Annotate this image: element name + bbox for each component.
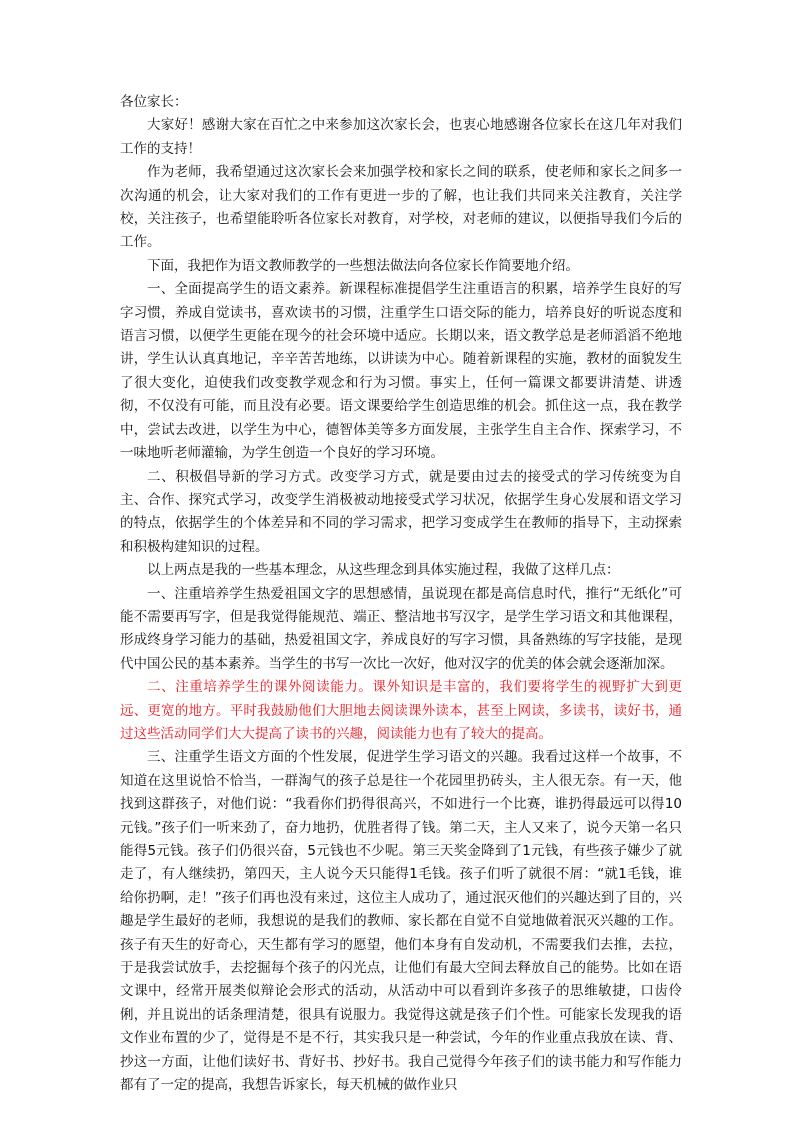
paragraph: 一、全面提高学生的语文素养。新课程标准提倡学生注重语言的积累，培养学生良好的写字习惯，养成自觉读书，喜欢读书的习惯，注重学生口语交际的能力，培养良好的听说态度和语言习惯，以便学生更能在现今的社会环境中适应。长期以来，语文教学总是老师滔滔不绝地讲，学生认认真真地记，辛辛苦苦地练，以讲读为中心。随着新课程的实施，教材的面貌发生了很大变化，迫使我们改变教学观念和行为习惯。事实上，任何一篇课文都要讲清楚、讲透彻，不仅没有可能，而且没有必要。语文课要给学生创造思维的机会。抓住这一点，我在教学中，尝试去改进，以学生为中心，德智体美等多方面发展，主张学生自主合作、探索学习，不一味地听老师灌输，为学生创造一个良好的学习环境。 <box>120 281 682 462</box>
paragraph: 以上两点是我的一些基本理念，从这些理念到具体实施过程，我做了这样几点： <box>147 562 620 579</box>
paragraph: 下面，我把作为语文教师教学的一些想法做法向各位家长作简要地介绍。 <box>147 257 579 274</box>
document-body <box>120 114 682 1097</box>
paragraph: 一、注重培养学生热爱祖国文字的思想感情，虽说现在都是高信息时代，推行“无纸化”可能不需要再写字，但是我觉得能规范、端正、整洁地书写汉字，是学生学习语文和其他课程，形成终身学习能力的基础，热爱祖国文字，养成良好的写字习惯，具备熟练的写字技能，是现代中国公民的基本素养。当学生的书写一次比一次好，他对汉字的优美的体会就会逐渐加深。 <box>120 585 682 672</box>
paragraph: 大家好！感谢大家在百忙之中来参加这次家长会，也衷心地感谢各位家长在这几年对我们工作的支持！ <box>120 117 682 157</box>
greeting: 各位家长： <box>120 94 188 110</box>
paragraph: 二、注重培养学生的课外阅读能力。课外知识是丰富的，我们要将学生的视野扩大到更远、更宽的地方。平时我鼓励他们大胆地去阅读课外读本，甚至上网读，多读书，读好书，通过这些活动同学们大大提高了读书的兴趣，阅读能力也有了较大的提高。 <box>120 679 682 742</box>
paragraph: 二、积极倡导新的学习方式。改变学习方式，就是要由过去的接受式的学习传统变为自主、合作、探究式学习，改变学生消极被动地接受式学习状况，依据学生身心发展和语文学习的特点，依据学生的个体差异和不同的学习需求，把学习变成学生在教师的指导下，主动探索和积极构建知识的过程。 <box>120 468 682 555</box>
paragraph: 作为老师，我希望通过这次家长会来加强学校和家长之间的联系，使老师和家长之间多一次沟通的机会，让大家对我们的工作有更进一步的了解，也让我们共同来关注教育，关注学校，关注孩子，也希望能聆听各位家长对教育，对学校，对老师的建议，以便指导我们今后的工作。 <box>120 164 682 251</box>
paragraph: 三、注重学生语文方面的个性发展，促进学生学习语文的兴趣。我看过这样一个故事，不知道在这里说恰不恰当，一群淘气的孩子总是往一个花园里扔砖头，主人很无奈。有一天，他找到这群孩子，对他们说：“我看你们扔得很高兴，不如进行一个比赛，谁扔得最远可以得10元钱。”孩子们一听来劲了，奋力地扔，优胜者得了钱。第二天，主人又来了，说今天第一名只能得5元钱。孩子们仍很兴奋，5元钱也不少呢。第三天奖金降到了1元钱，有些孩子嫌少了就走了，有人继续扔，第四天，主人说今天只能得1毛钱。孩子们听了就很不屑：“就1毛钱，谁给你扔啊，走！”孩子们再也没有来过，这位主人成功了，通过泯灭他们的兴趣达到了目的，兴趣是学生最好的老师，我想说的是我们的教师、家长都在自觉不自觉地做着泯灭兴趣的工作。孩子有天生的好奇心，天生都有学习的愿望，他们本身有自发动机，不需要我们去推，去拉，于是我尝试放手，去挖掘每个孩子的闪光点，让他们有最大空间去释放自己的能势。比如在语文课中，经常开展类似辩论会形式的活动，从活动中可以看到许多孩子的思维敏捷，口齿伶俐，并且说出的话条理清楚，很具有说服力。我觉得这就是孩子们个性。可能家长发现我的语文作业布置的少了，觉得是不是不行，其实我只是一种尝试，今年的作业重点我放在读、背、抄这一方面，让他们读好书、背好书、抄好书。我自己觉得今年孩子们的读书能力和写作能力都有了一定的提高，我想告诉家长，每天机械的做作业只 <box>120 749 682 1094</box>
